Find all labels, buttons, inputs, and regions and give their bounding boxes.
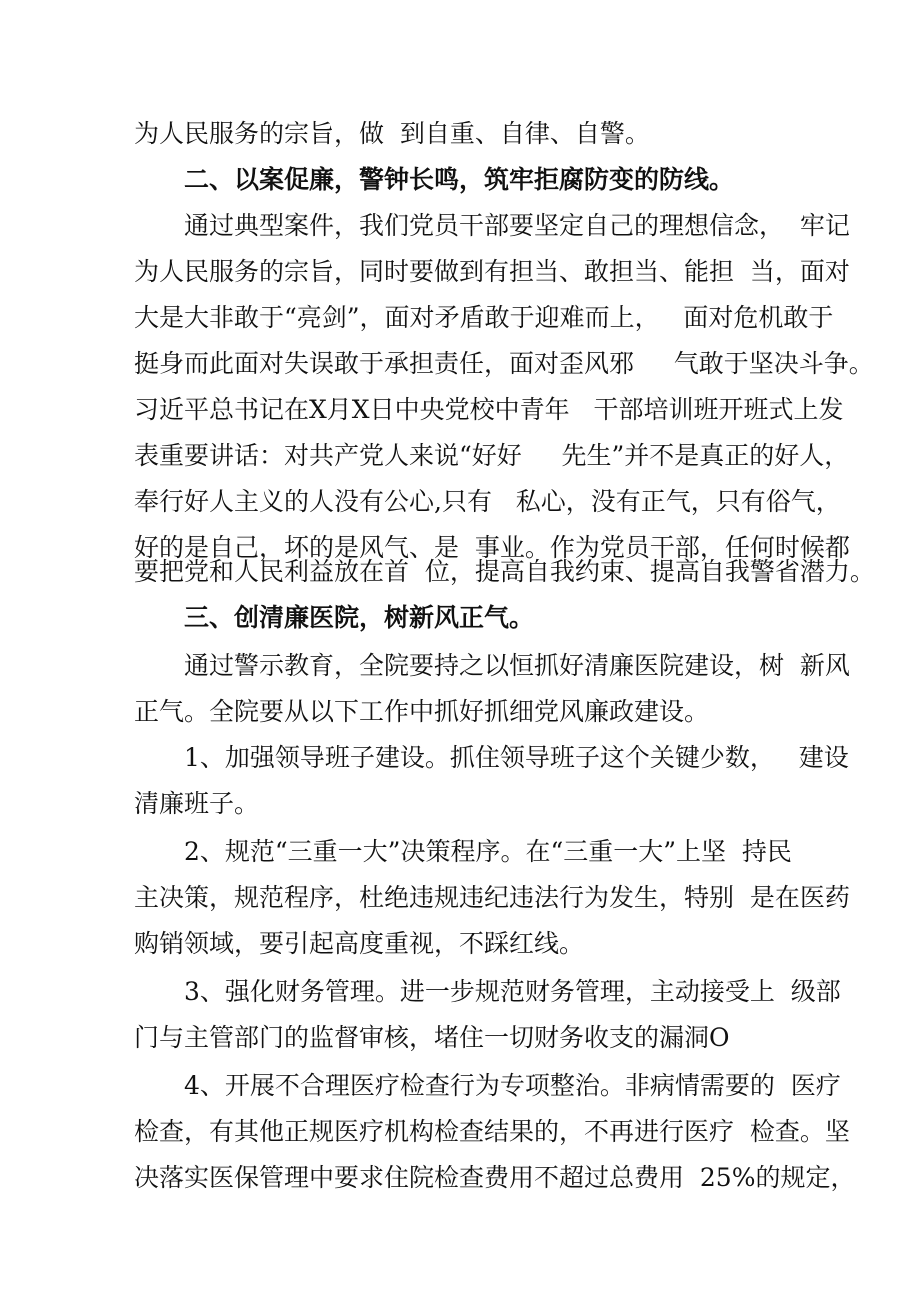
list-item-1: 1、加强领导班子建设。抓住领导班子这个关键少数， 建设 [184, 743, 849, 772]
text-line: 清廉班子。 [134, 789, 260, 818]
text-line: 门与主管部门的监督审核，堵住一切财务收支的漏洞O [134, 1023, 730, 1052]
list-item-3: 3、强化财务管理。进一步规范财务管理，主动接受上 级部 [184, 977, 841, 1006]
text-line: 为人民服务的宗旨，同时要做到有担当、敢担当、能担 当，面对 [134, 257, 850, 286]
text-line: 奉行好人主义的人没有公心,只有 私心，没有正气，只有俗气， [134, 487, 841, 516]
text-line: 好的是自己，坏的是风气、是 事业。作为党员干部，任何时候都 [134, 533, 850, 562]
text-line: 为人民服务的宗旨，做 到自重、自律、自警。 [134, 119, 650, 148]
section-heading-3: 三、创清廉医院，树新风正气。 [184, 603, 535, 632]
text-line: 大是大非敢于“亮剑”，面对矛盾敢于迎难而上， 面对危机敢于 [134, 303, 834, 332]
text-line: 挺身而此面对失误敢于承担责任，面对歪风邪 气敢于坚决斗争。 [134, 349, 874, 378]
text-line: 表重要讲话：对共产党人来说“好好 先生”并不是真正的好人， [134, 441, 850, 470]
text-line: 要把党和人民利益放在首 位，提高自我约束、提高自我警省潜力。 [134, 557, 875, 586]
text-line: 正气。全院要从以下工作中抓好抓细党风廉政建设。 [134, 697, 710, 726]
list-item-2: 2、规范“三重一大”决策程序。在“三重一大”上坚 持民 [184, 837, 792, 866]
section-heading-2: 二、以案促廉，警钟长鸣，筑牢拒腐防变的防线。 [184, 165, 735, 194]
text-line: 通过警示教育，全院要持之以恒抓好清廉医院建设，树 新风 [184, 651, 850, 680]
text-line: 决落实医保管理中要求住院检查费用不超过总费用 25%的规定， [134, 1163, 856, 1192]
list-item-4: 4、开展不合理医疗检查行为专项整治。非病情需要的 医疗 [184, 1071, 841, 1100]
text-line: 检查，有其他正规医疗机构检查结果的，不再进行医疗 检查。坚 [134, 1117, 850, 1146]
text-line: 主决策，规范程序，杜绝违规违纪违法行为发生，特别 是在医药 [134, 883, 850, 912]
text-line: 通过典型案件，我们党员干部要坚定自己的理想信念， 牢记 [184, 211, 850, 240]
text-line: 习近平总书记在X月X日中央党校中青年 干部培训班开班式上发 [134, 395, 844, 424]
text-line: 购销领域，要引起高度重视，不踩红线。 [134, 929, 585, 958]
